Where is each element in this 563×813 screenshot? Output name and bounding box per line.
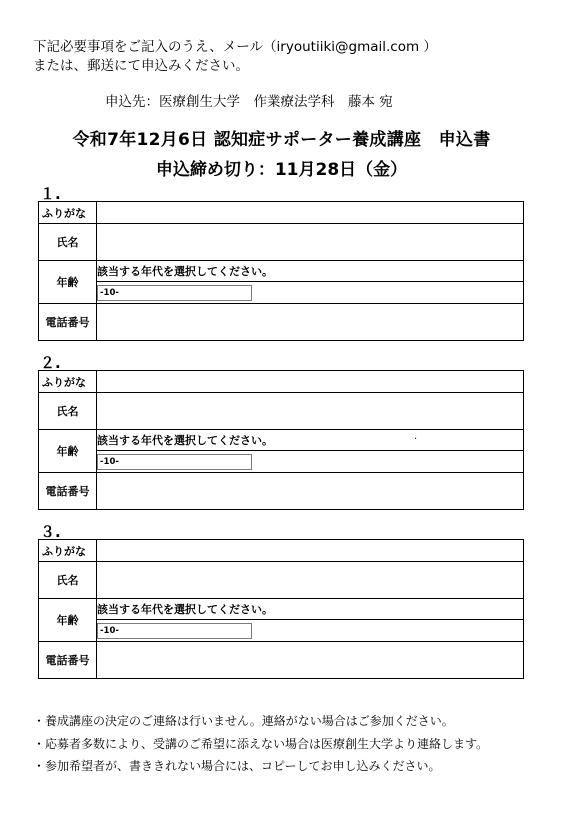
phone-label: 電話番号	[39, 642, 97, 679]
entry-number-2: ２.	[40, 354, 61, 372]
entry-form-2	[38, 370, 524, 510]
note-2: ・応募者多数により、受講のご希望に添えない場合は医療創生大学より連絡します。	[33, 736, 489, 751]
phone-label: 電話番号	[39, 473, 97, 510]
application-destination: 申込先：医療創生大学 作業療法学科 藤本 宛	[105, 94, 393, 110]
phone-field[interactable]	[97, 473, 524, 510]
furigana-field[interactable]	[97, 371, 524, 393]
furigana-field[interactable]	[97, 540, 524, 562]
age-instruction: 該当する年代を選択してください。	[97, 261, 524, 282]
name-field[interactable]	[97, 562, 524, 599]
entry-form-1	[38, 201, 524, 341]
name-label: 氏名	[39, 562, 97, 599]
intro-text	[33, 38, 437, 76]
phone-field[interactable]	[97, 642, 524, 679]
name-field[interactable]	[97, 224, 524, 261]
stray-dot: ·	[414, 434, 418, 445]
note-3: ・参加希望者が、書ききれない場合には、コピーしてお申し込みください。	[33, 759, 441, 773]
entry-number-3: ３.	[40, 523, 61, 541]
entry-number-1: １.	[40, 185, 61, 203]
age-label: 年齢	[39, 599, 97, 642]
intro-line-2: または、郵送にて申込みください。	[33, 58, 249, 74]
note-1: ・養成講座の決定のご連絡は行いません。連絡がない場合はご参加ください。	[33, 714, 454, 728]
age-select[interactable]: -10-	[97, 623, 252, 639]
phone-label: 電話番号	[39, 304, 97, 341]
age-label: 年齢	[39, 430, 97, 473]
age-select[interactable]: -10-	[97, 454, 252, 470]
furigana-label: ふりがな	[39, 371, 97, 393]
age-select[interactable]: -10-	[97, 285, 252, 301]
age-label: 年齢	[39, 261, 97, 304]
name-label: 氏名	[39, 224, 97, 261]
furigana-label: ふりがな	[39, 540, 97, 562]
age-instruction: 該当する年代を選択してください。	[97, 430, 524, 451]
age-instruction: 該当する年代を選択してください。	[97, 599, 524, 620]
intro-line-1: 下記必要事項をご記入のうえ、メール（iryoutiiki@gmail.com ）	[33, 39, 437, 55]
form-title: 令和7年12月6日 認知症サポーター養成講座 申込書	[72, 130, 491, 150]
furigana-field[interactable]	[97, 202, 524, 224]
name-field[interactable]	[97, 393, 524, 430]
notes	[33, 710, 488, 778]
name-label: 氏名	[39, 393, 97, 430]
phone-field[interactable]	[97, 304, 524, 341]
deadline: 申込締め切り：11月28日（金）	[155, 160, 408, 180]
furigana-label: ふりがな	[39, 202, 97, 224]
entry-form-3	[38, 539, 524, 679]
